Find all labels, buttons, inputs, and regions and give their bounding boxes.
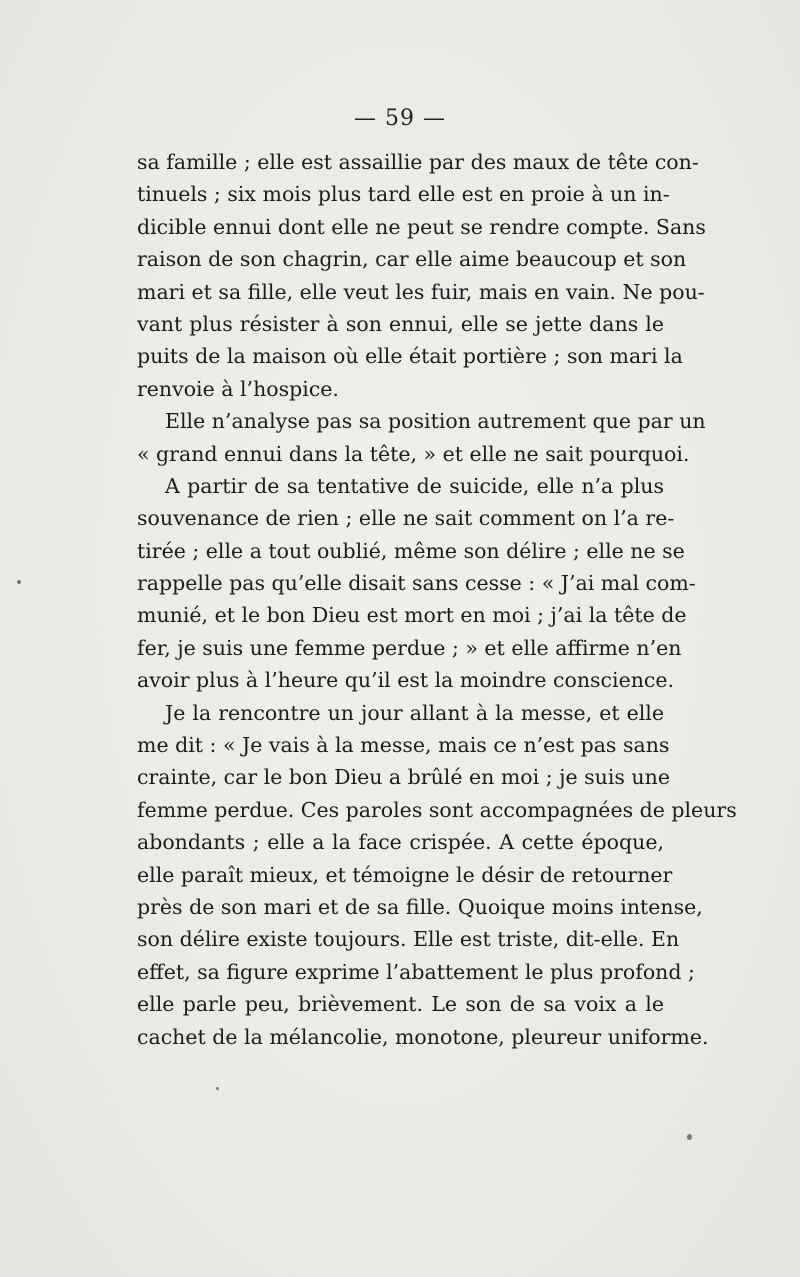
paragraph — [137, 146, 706, 405]
text-line: A partir de sa tentative de suicide, elle n’a plus — [165, 473, 664, 498]
text-line: sa famille ; elle est assaillie par des maux de tête con- — [137, 150, 699, 174]
paper-speck — [216, 1087, 219, 1090]
text-line: crainte, car le bon Dieu a brûlé en moi ; je suis une — [137, 765, 670, 790]
page-number: — 59 — — [354, 106, 446, 131]
text-line: fer, je suis une femme perdue ; » et elle affirme n’en — [137, 635, 682, 660]
text-line: abondants ; elle a la face crispée. A cette époque, — [137, 830, 664, 855]
text-line: elle parle peu, brièvement. Le son de sa voix a le — [137, 992, 664, 1017]
text-line: dicible ennui dont elle ne peut se rendre compte. Sans — [137, 214, 706, 239]
text-line: raison de son chagrin, car elle aime beaucoup et son — [137, 247, 687, 272]
text-line: rappelle pas qu’elle disait sans cesse : « J’ai mal com- — [137, 571, 696, 596]
text-line: elle paraît mieux, et témoigne le désir de retourner — [137, 862, 673, 887]
text-line: effet, sa figure exprime l’abattement le plus profond ; — [137, 959, 695, 984]
text-line: tirée ; elle a tout oublié, même son délire ; elle ne se — [137, 538, 685, 563]
text-line: Elle n’analyse pas sa position autrement que par un — [165, 409, 706, 434]
paper-speck — [687, 1134, 692, 1140]
text-line: Je la rencontre un jour allant à la messe, et elle — [165, 700, 664, 725]
text-line: munié, et le bon Dieu est mort en moi ; j’ai la tête de — [137, 603, 687, 628]
paragraph — [137, 470, 696, 697]
text-line: « grand ennui dans la tête, » et elle ne sait pourquoi. — [137, 441, 690, 466]
text-line: mari et sa fille, elle veut les fuir, mais en vain. Ne pou- — [137, 279, 705, 304]
text-line: renvoie à l’hospice. — [137, 376, 339, 401]
paragraph — [137, 405, 706, 470]
text-line: cachet de la mélancolie, monotone, pleureur uniforme. — [137, 1024, 709, 1049]
paragraph — [137, 697, 737, 1053]
text-line: tinuels ; six mois plus tard elle est en proie à un in- — [137, 182, 670, 207]
text-line: près de son mari et de sa fille. Quoique moins intense, — [137, 894, 703, 919]
paper-speck — [17, 580, 21, 584]
text-line: souvenance de rien ; elle ne sait comment on l’a re- — [137, 506, 675, 531]
text-line: femme perdue. Ces paroles sont accompagnées de pleurs — [137, 797, 737, 822]
text-line: me dit : « Je vais à la messe, mais ce n’est pas sans — [137, 733, 670, 758]
text-line: son délire existe toujours. Elle est triste, dit-elle. En — [137, 927, 680, 952]
body-text — [137, 146, 737, 1053]
text-line: puits de la maison où elle était portière ; son mari la — [137, 344, 683, 369]
text-line: vant plus résister à son ennui, elle se jette dans le — [137, 311, 664, 336]
text-line: avoir plus à l’heure qu’il est la moindre conscience. — [137, 668, 675, 693]
